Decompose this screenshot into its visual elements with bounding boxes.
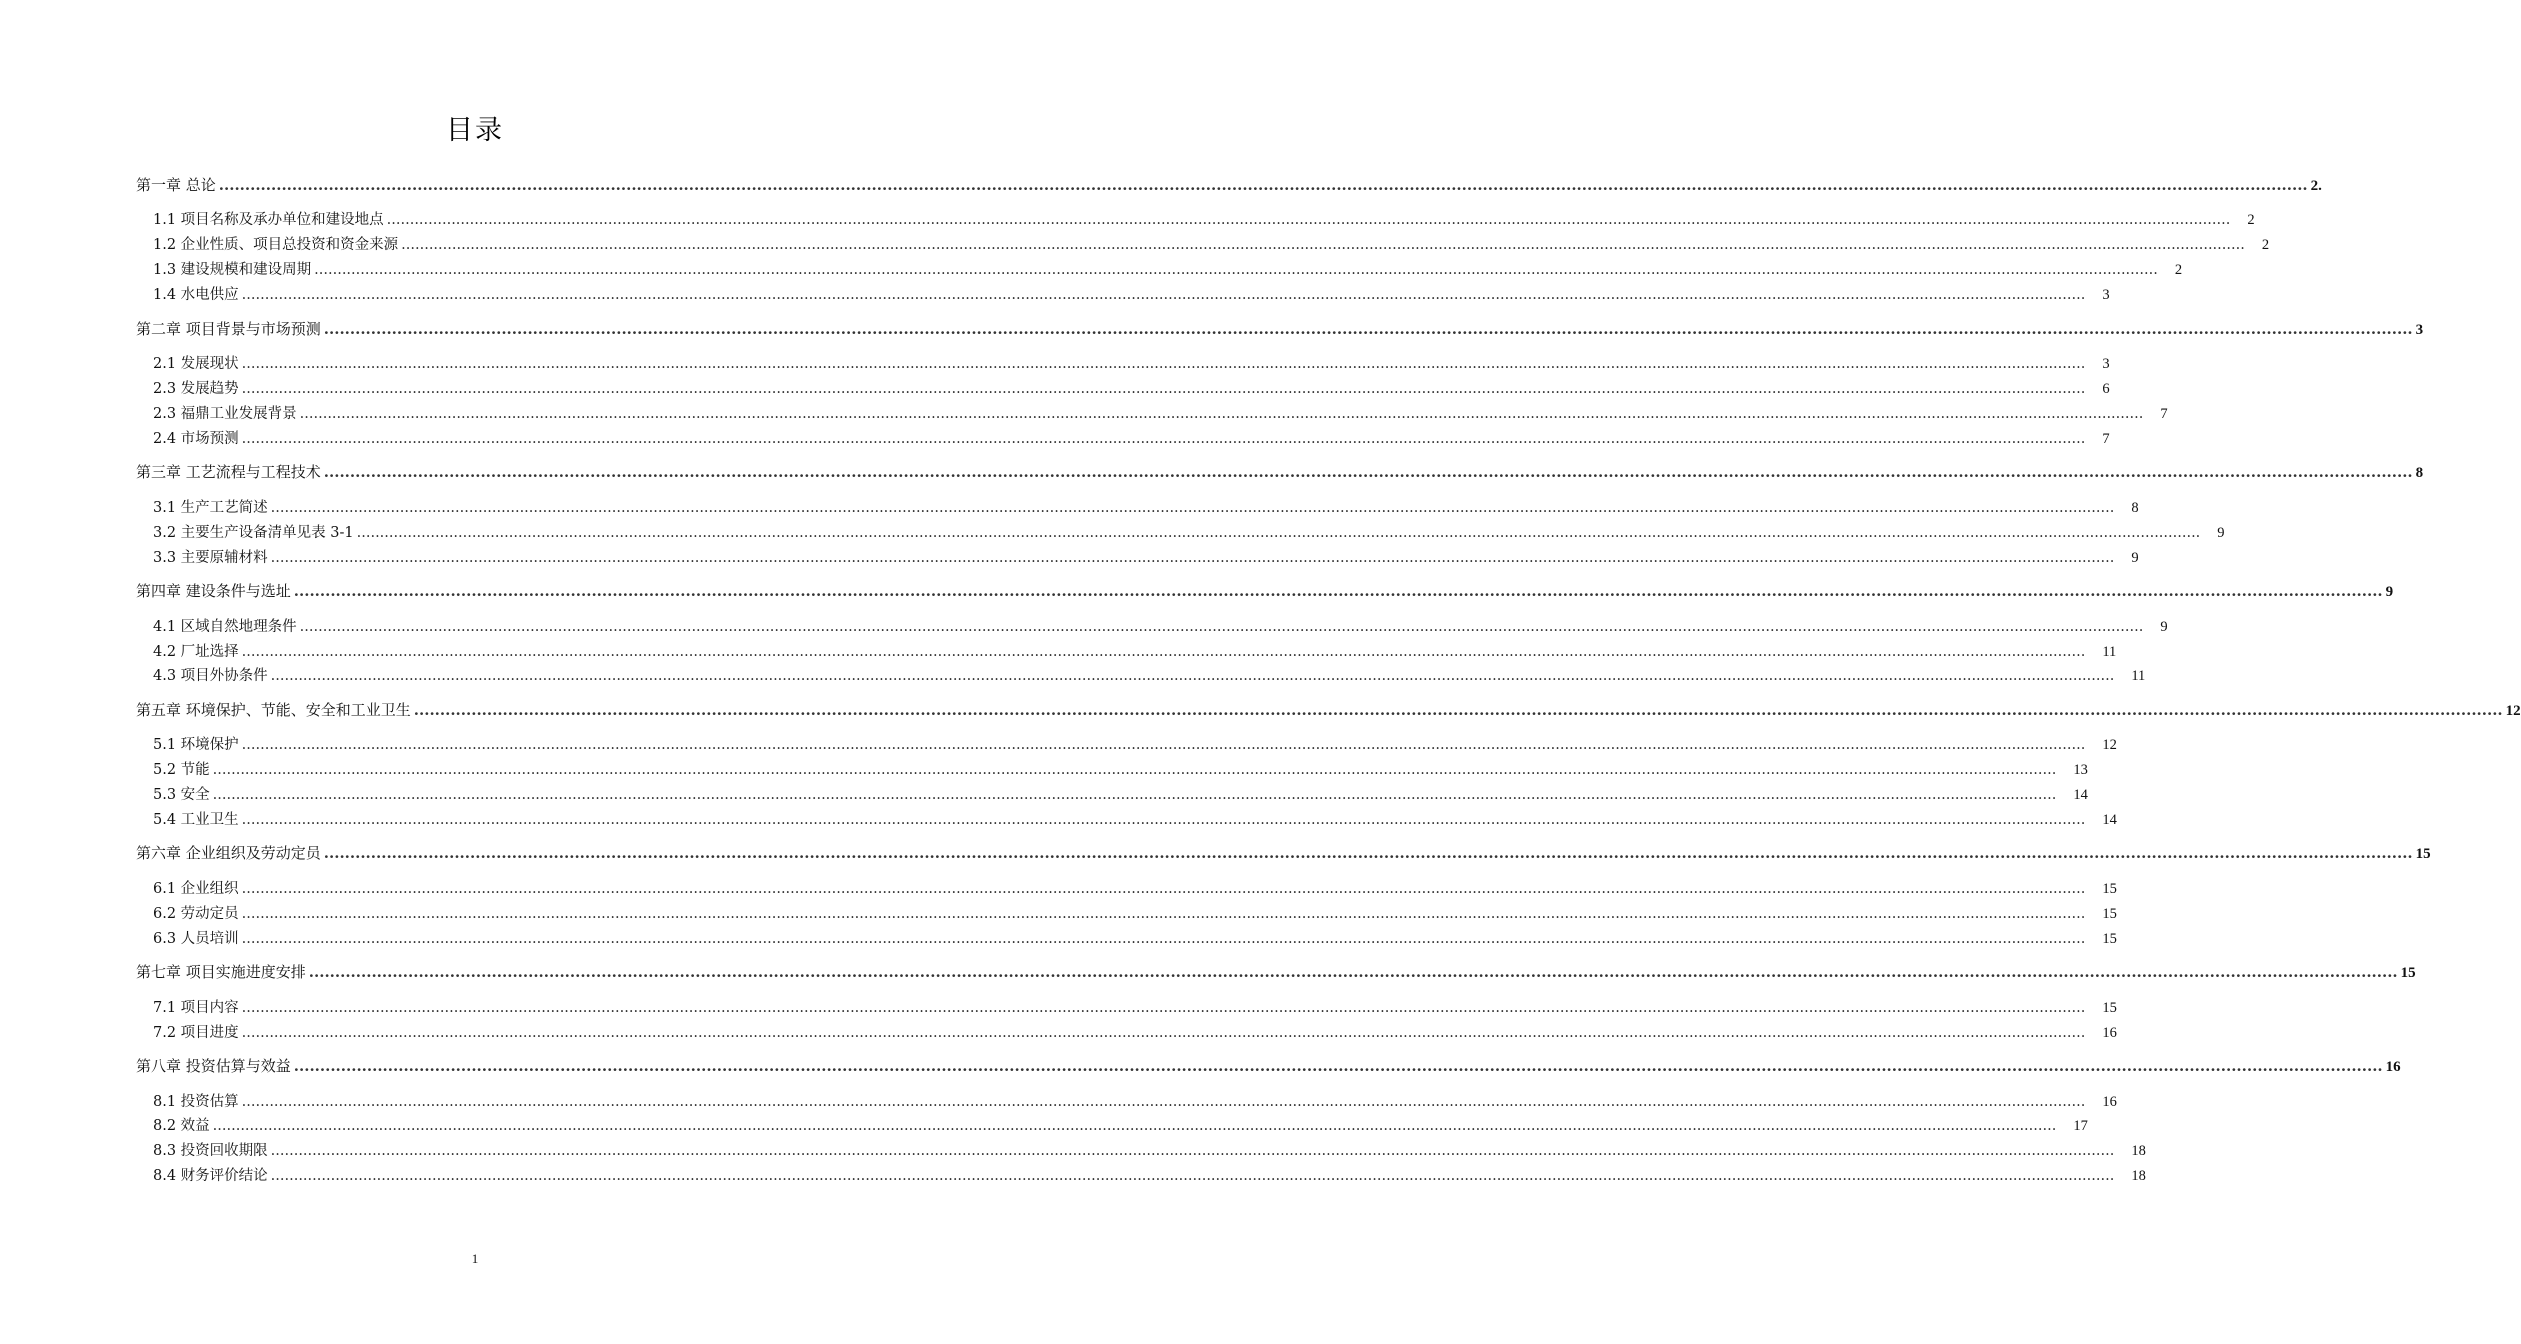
dot-leader: ................................................................................................................................................................................................................................................................................................................................................................................................................	[323, 463, 2413, 481]
toc-chapter-entry[interactable]	[136, 461, 2424, 482]
toc-entry-page: 15	[2400, 965, 2416, 981]
dot-leader: ................................................................................................................................................................................................................................................................................................................................................................................................................	[323, 320, 2413, 338]
toc-entry-page: 2.	[2310, 178, 2322, 194]
toc-entry-page: 16	[2385, 1059, 2401, 1075]
toc-section-entry[interactable]	[153, 927, 2117, 948]
page-title: 目录	[446, 115, 504, 146]
toc-entry-page: 2	[2247, 212, 2255, 228]
toc-section-entry[interactable]	[153, 1164, 2146, 1185]
toc-entry-label: 1.4 水电供应	[153, 287, 239, 303]
dot-leader: ................................................................................................................................................................................................................................................................................................................................................................................................................	[241, 906, 2086, 922]
toc-section-entry[interactable]	[153, 521, 2225, 542]
toc-entry-page: 9	[2385, 584, 2394, 600]
toc-section-entry[interactable]	[153, 902, 2117, 923]
toc-section-entry[interactable]	[153, 402, 2168, 423]
toc-entry-label: 第一章 总论	[136, 176, 216, 194]
dot-leader: ................................................................................................................................................................................................................................................................................................................................................................................................................	[241, 644, 2086, 660]
toc-entry-page: 3	[2102, 287, 2110, 303]
toc-chapter-entry[interactable]	[136, 174, 2322, 195]
toc-section-entry[interactable]	[153, 208, 2255, 229]
toc-entry-label: 4.2 厂址选择	[153, 644, 239, 660]
toc-entry-label: 2.3 发展趋势	[153, 381, 239, 397]
toc-entry-label: 7.1 项目内容	[153, 1000, 239, 1016]
toc-entry-label: 2.3 福鼎工业发展背景	[153, 406, 297, 422]
toc-entry-label: 8.3 投资回收期限	[153, 1143, 268, 1159]
toc-entry-page: 15	[2102, 906, 2117, 922]
toc-section-entry[interactable]	[153, 808, 2117, 829]
toc-entry-page: 14	[2073, 787, 2088, 803]
toc-entry-page: 12	[2102, 737, 2117, 753]
toc-entry-label: 第二章 项目背景与市场预测	[136, 320, 321, 338]
toc-entry-label: 3.1 生产工艺简述	[153, 500, 268, 516]
toc-entry-label: 1.2 企业性质、项目总投资和资金来源	[153, 237, 399, 253]
dot-leader: ................................................................................................................................................................................................................................................................................................................................................................................................................	[212, 1118, 2057, 1134]
toc-section-entry[interactable]	[153, 758, 2088, 779]
dot-leader: ................................................................................................................................................................................................................................................................................................................................................................................................................	[270, 1168, 2115, 1184]
toc-section-entry[interactable]	[153, 640, 2117, 661]
toc-entry-label: 6.1 企业组织	[153, 881, 239, 897]
toc-section-entry[interactable]	[153, 1114, 2088, 1135]
dot-leader: ................................................................................................................................................................................................................................................................................................................................................................................................................	[293, 1057, 2383, 1075]
toc-entry-page: 11	[2131, 668, 2146, 684]
dot-leader: ................................................................................................................................................................................................................................................................................................................................................................................................................	[241, 381, 2086, 397]
dot-leader: ................................................................................................................................................................................................................................................................................................................................................................................................................	[314, 262, 2158, 278]
toc-entry-page: 2	[2261, 237, 2270, 253]
toc-entry-page: 14	[2102, 812, 2117, 828]
toc-chapter-entry[interactable]	[136, 842, 2431, 863]
dot-leader: ................................................................................................................................................................................................................................................................................................................................................................................................................	[241, 812, 2086, 828]
toc-section-entry[interactable]	[153, 1021, 2117, 1042]
toc-section-entry[interactable]	[153, 1090, 2117, 1111]
toc-section-entry[interactable]	[153, 546, 2139, 567]
toc-entry-label: 5.1 环境保护	[153, 737, 239, 753]
toc-entry-label: 3.3 主要原辅材料	[153, 550, 268, 566]
toc-entry-label: 第四章 建设条件与选址	[136, 582, 291, 600]
toc-section-entry[interactable]	[153, 1139, 2146, 1160]
toc-entry-page: 13	[2073, 762, 2088, 778]
toc-entry-label: 7.2 项目进度	[153, 1025, 239, 1041]
dot-leader: ................................................................................................................................................................................................................................................................................................................................................................................................................	[241, 287, 2086, 303]
toc-entry-label: 8.4 财务评价结论	[153, 1168, 268, 1184]
toc-chapter-entry[interactable]	[136, 1055, 2401, 1076]
dot-leader: ................................................................................................................................................................................................................................................................................................................................................................................................................	[212, 762, 2057, 778]
toc-entry-page: 17	[2073, 1118, 2088, 1134]
toc-entry-label: 第六章 企业组织及劳动定员	[136, 844, 321, 862]
toc-chapter-entry[interactable]	[136, 699, 2521, 720]
toc-entry-page: 8	[2415, 465, 2424, 481]
dot-leader: ................................................................................................................................................................................................................................................................................................................................................................................................................	[401, 237, 2245, 253]
toc-entry-page: 11	[2102, 644, 2117, 660]
dot-leader: ................................................................................................................................................................................................................................................................................................................................................................................................................	[413, 701, 2503, 719]
toc-entry-page: 9	[2217, 525, 2225, 541]
toc-entry-page: 15	[2102, 931, 2117, 947]
dot-leader: ................................................................................................................................................................................................................................................................................................................................................................................................................	[218, 176, 2308, 194]
dot-leader: ................................................................................................................................................................................................................................................................................................................................................................................................................	[270, 1143, 2115, 1159]
toc-entry-label: 第八章 投资估算与效益	[136, 1057, 291, 1075]
toc-entry-label: 5.2 节能	[153, 762, 210, 778]
toc-entry-label: 5.4 工业卫生	[153, 812, 239, 828]
toc-entry-page: 9	[2160, 619, 2168, 635]
dot-leader: ................................................................................................................................................................................................................................................................................................................................................................................................................	[299, 406, 2144, 422]
dot-leader: ................................................................................................................................................................................................................................................................................................................................................................................................................	[241, 737, 2086, 753]
toc-entry-label: 3.2 主要生产设备清单见表 3-1	[153, 525, 354, 541]
toc-entry-page: 15	[2102, 1000, 2117, 1016]
dot-leader: ................................................................................................................................................................................................................................................................................................................................................................................................................	[241, 431, 2086, 447]
dot-leader: ................................................................................................................................................................................................................................................................................................................................................................................................................	[308, 963, 2398, 981]
toc-entry-page: 15	[2102, 881, 2117, 897]
toc-entry-page: 12	[2505, 703, 2521, 719]
toc-chapter-entry[interactable]	[136, 580, 2394, 601]
toc-section-entry[interactable]	[153, 377, 2110, 398]
dot-leader: ................................................................................................................................................................................................................................................................................................................................................................................................................	[293, 582, 2383, 600]
toc-entry-label: 1.1 项目名称及承办单位和建设地点	[153, 212, 384, 228]
toc-entry-page: 8	[2131, 500, 2139, 516]
dot-leader: ................................................................................................................................................................................................................................................................................................................................................................................................................	[386, 212, 2231, 228]
toc-entry-label: 5.3 安全	[153, 787, 210, 803]
toc-section-entry[interactable]	[153, 664, 2146, 685]
toc-entry-label: 6.2 劳动定员	[153, 906, 239, 922]
toc-section-entry[interactable]	[153, 352, 2110, 373]
toc-section-entry[interactable]	[153, 877, 2117, 898]
toc-entry-page: 2	[2174, 262, 2183, 278]
toc-entry-label: 6.3 人员培训	[153, 931, 239, 947]
toc-entry-label: 第五章 环境保护、节能、安全和工业卫生	[136, 701, 411, 719]
dot-leader: ................................................................................................................................................................................................................................................................................................................................................................................................................	[241, 356, 2086, 372]
toc-entry-label: 2.4 市场预测	[153, 431, 239, 447]
toc-entry-label: 8.2 效益	[153, 1118, 210, 1134]
toc-entry-page: 9	[2131, 550, 2139, 566]
toc-entry-page: 7	[2102, 431, 2110, 447]
toc-entry-page: 18	[2131, 1143, 2146, 1159]
toc-section-entry[interactable]	[153, 733, 2117, 754]
toc-section-entry[interactable]	[153, 783, 2088, 804]
toc-entry-label: 第三章 工艺流程与工程技术	[136, 463, 321, 481]
toc-entry-label: 第七章 项目实施进度安排	[136, 963, 306, 981]
dot-leader: ................................................................................................................................................................................................................................................................................................................................................................................................................	[270, 500, 2115, 516]
dot-leader: ................................................................................................................................................................................................................................................................................................................................................................................................................	[241, 881, 2086, 897]
toc-entry-label: 2.1 发展现状	[153, 356, 239, 372]
toc-section-entry[interactable]	[153, 283, 2110, 304]
toc-chapter-entry[interactable]	[136, 318, 2424, 339]
toc-entry-label: 4.1 区域自然地理条件	[153, 619, 297, 635]
dot-leader: ................................................................................................................................................................................................................................................................................................................................................................................................................	[270, 550, 2115, 566]
toc-entry-page: 18	[2131, 1168, 2146, 1184]
dot-leader: ................................................................................................................................................................................................................................................................................................................................................................................................................	[270, 668, 2115, 684]
toc-entry-label: 4.3 项目外协条件	[153, 668, 268, 684]
toc-section-entry[interactable]	[153, 258, 2183, 279]
dot-leader: ................................................................................................................................................................................................................................................................................................................................................................................................................	[241, 931, 2086, 947]
toc-entry-page: 6	[2102, 381, 2110, 397]
dot-leader: ................................................................................................................................................................................................................................................................................................................................................................................................................	[241, 1025, 2086, 1041]
toc-section-entry[interactable]	[153, 615, 2168, 636]
toc-chapter-entry[interactable]	[136, 961, 2416, 982]
dot-leader: ................................................................................................................................................................................................................................................................................................................................................................................................................	[323, 844, 2413, 862]
toc-entry-page: 3	[2102, 356, 2110, 372]
toc-entry-page: 7	[2160, 406, 2168, 422]
page-number: 1	[471, 1251, 479, 1266]
toc-section-entry[interactable]	[153, 427, 2110, 448]
toc-section-entry[interactable]	[153, 496, 2139, 517]
toc-entry-label: 1.3 建设规模和建设周期	[153, 262, 312, 278]
dot-leader: ................................................................................................................................................................................................................................................................................................................................................................................................................	[356, 525, 2201, 541]
toc-entry-label: 8.1 投资估算	[153, 1094, 239, 1110]
toc-entry-page: 16	[2102, 1025, 2117, 1041]
toc-entry-page: 15	[2415, 846, 2431, 862]
toc-section-entry[interactable]	[153, 996, 2117, 1017]
toc-entry-page: 16	[2102, 1094, 2117, 1110]
toc-section-entry[interactable]	[153, 233, 2270, 254]
dot-leader: ................................................................................................................................................................................................................................................................................................................................................................................................................	[212, 787, 2057, 803]
dot-leader: ................................................................................................................................................................................................................................................................................................................................................................................................................	[299, 619, 2144, 635]
dot-leader: ................................................................................................................................................................................................................................................................................................................................................................................................................	[241, 1094, 2086, 1110]
dot-leader: ................................................................................................................................................................................................................................................................................................................................................................................................................	[241, 1000, 2086, 1016]
toc-entry-page: 3	[2415, 322, 2424, 338]
